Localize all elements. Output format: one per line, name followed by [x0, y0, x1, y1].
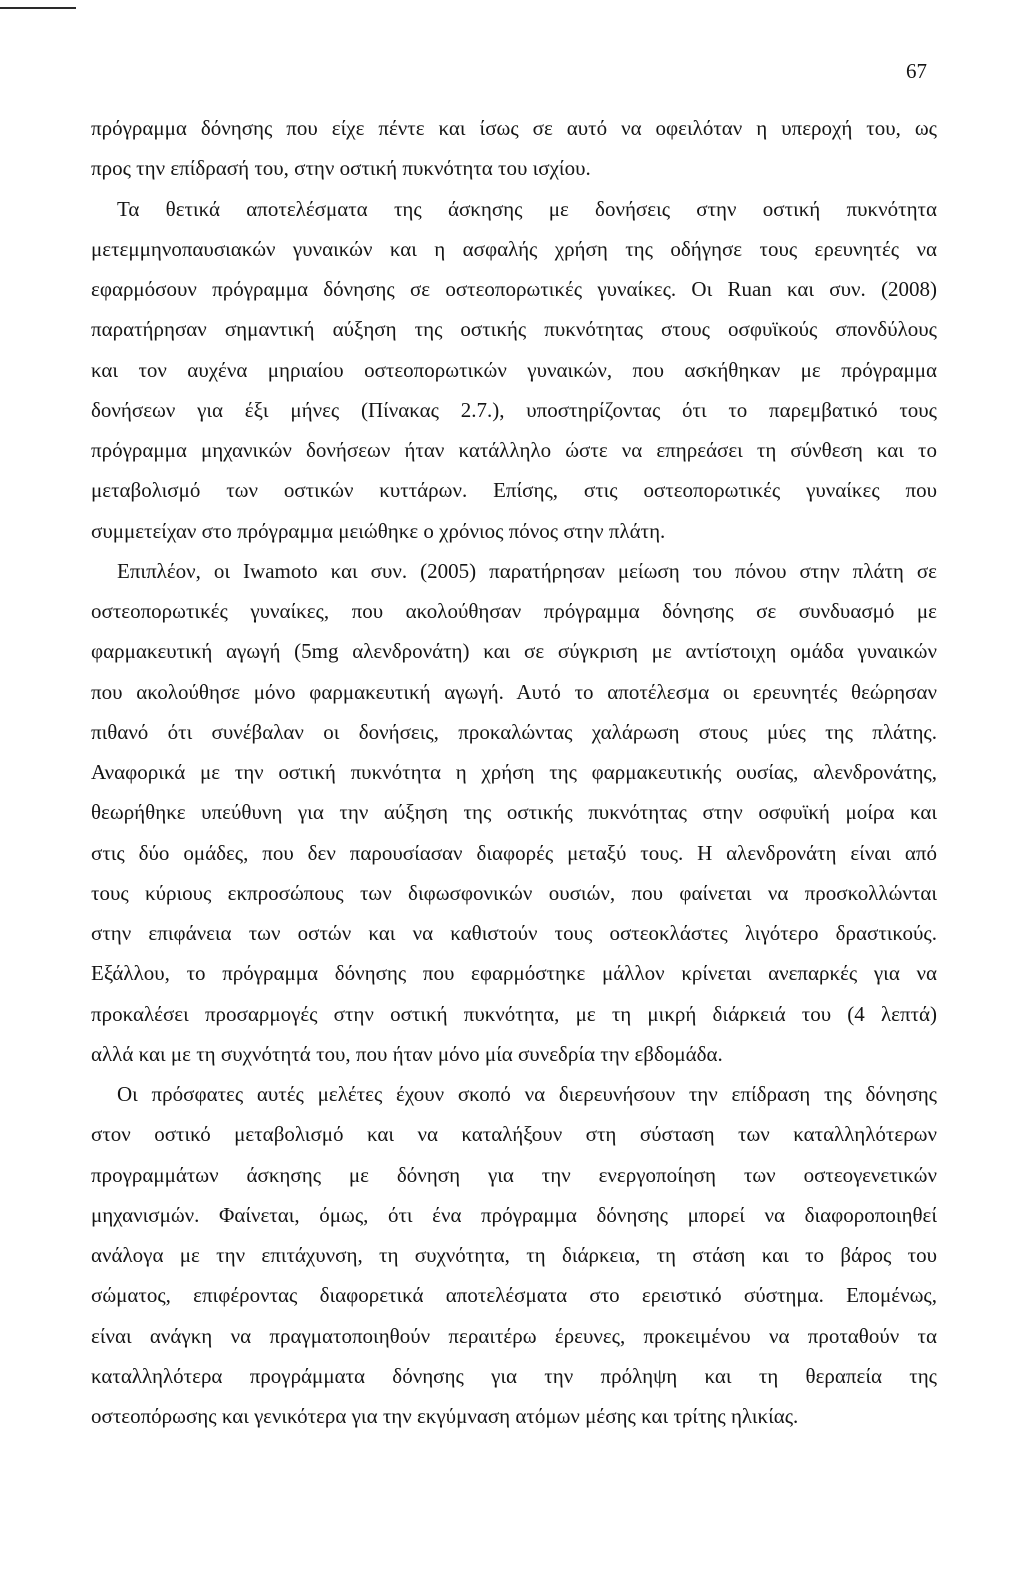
- text-line: Τα θετικά αποτελέσματα της άσκησης με δονήσεις στην οστική πυκνότητα: [117, 196, 937, 221]
- text-line: σώματος, επιφέροντας διαφορετικά αποτελέσματα στο ερειστικό σύστημα. Επομένως,: [91, 1283, 937, 1308]
- scan-edge-line: [0, 7, 76, 9]
- text-line: φαρμακευτική αγωγή (5mg αλενδρονάτη) και σε σύγκριση με αντίστοιχη ομάδα γυναικών: [91, 639, 937, 664]
- text-line: προγραμμάτων άσκησης με δόνηση για την ενεργοποίηση των οστεογενετικών: [91, 1162, 937, 1187]
- text-line: δονήσεων για έξι μήνες (Πίνακας 2.7.), υποστηρίζοντας ότι το παρεμβατικό τους: [91, 397, 937, 422]
- text-line: οστεοπόρωσης και γενικότερα για την εκγύμναση ατόμων μέσης και τρίτης ηλικίας.: [91, 1404, 799, 1428]
- paragraph-2: [91, 189, 937, 551]
- text-line: μετεμμηνοπαυσιακών γυναικών και η ασφαλής χρήση της οδήγησε τους ερευνητές να: [91, 236, 937, 261]
- text-line: παρατήρησαν σημαντική αύξηση της οστικής πυκνότητας στους οσφυϊκούς σπονδύλους: [91, 317, 937, 342]
- text-line: Εξάλλου, το πρόγραμμα δόνησης που εφαρμόστηκε μάλλον κρίνεται ανεπαρκές για να: [91, 961, 937, 986]
- text-line: πρόγραμμα μηχανικών δονήσεων ήταν κατάλληλο ώστε να επηρεάσει τη σύνθεση και το: [91, 438, 937, 462]
- text-line: πρόγραμμα δόνησης που είχε πέντε και ίσως σε αυτό να οφειλόταν η υπεροχή του, ως: [91, 116, 937, 140]
- text-line: που ακολούθησε μόνο φαρμακευτική αγωγή. Αυτό το αποτέλεσμα οι ερευνητές θεώρησαν: [91, 679, 937, 704]
- body-text: [91, 108, 937, 1436]
- text-line: ανάλογα με την επιτάχυνση, τη συχνότητα, τη διάρκεια, τη στάση και το βάρος του: [91, 1243, 937, 1267]
- paragraph-1: [91, 108, 937, 189]
- text-line: στην επιφάνεια των οστών και να καθιστούν τους οστεοκλάστες λιγότερο δραστικούς.: [91, 921, 937, 945]
- text-line: προκαλέσει προσαρμογές στην οστική πυκνότητα, με τη μικρή διάρκειά του (4 λεπτά): [91, 1001, 937, 1026]
- text-line: πιθανό ότι συνέβαλαν οι δονήσεις, προκαλώντας χαλάρωση στους μύες της πλάτης.: [91, 719, 937, 744]
- text-line: είναι ανάγκη να πραγματοποιηθούν περαιτέρω έρευνες, προκειμένου να προταθούν τα: [91, 1323, 937, 1348]
- text-line: Οι πρόσφατες αυτές μελέτες έχουν σκοπό να διερευνήσουν την επίδραση της δόνησης: [117, 1082, 937, 1106]
- text-line: Αναφορικά με την οστική πυκνότητα η χρήση της φαρμακευτικής ουσίας, αλενδρονάτης,: [91, 760, 937, 784]
- text-line: και τον αυχένα μηριαίου οστεοπορωτικών γυναικών, που ασκήθηκαν με πρόγραμμα: [91, 357, 937, 382]
- text-line: οστεοπορωτικές γυναίκες, που ακολούθησαν πρόγραμμα δόνησης σε συνδυασμό με: [91, 599, 937, 623]
- text-line: στον οστικό μεταβολισμό και να καταλήξουν στη σύσταση των καταλληλότερων: [91, 1122, 937, 1147]
- text-line: τους κύριους εκπροσώπους των διφωσφονικών ουσιών, που φαίνεται να προσκολλώνται: [91, 880, 937, 905]
- text-line: προς την επίδρασή του, στην οστική πυκνότητα του ισχίου.: [91, 156, 591, 181]
- page-number: 67: [906, 59, 927, 83]
- paragraph-3: [91, 551, 937, 1074]
- text-line: εφαρμόσουν πρόγραμμα δόνησης σε οστεοπορωτικές γυναίκες. Οι Ruan και συν. (2008): [91, 277, 937, 301]
- text-line: καταλληλότερα προγράμματα δόνησης για την πρόληψη και τη θεραπεία της: [91, 1363, 937, 1388]
- text-line: μεταβολισμό των οστικών κυττάρων. Επίσης, στις οστεοπορωτικές γυναίκες που: [91, 478, 937, 503]
- text-line: θεωρήθηκε υπεύθυνη για την αύξηση της οστικής πυκνότητας στην οσφυϊκή μοίρα και: [91, 800, 937, 825]
- text-line: στις δύο ομάδες, που δεν παρουσίασαν διαφορές μεταξύ τους. Η αλενδρονάτη είναι από: [91, 840, 937, 865]
- paragraph-4: [91, 1074, 937, 1436]
- text-line: συμμετείχαν στο πρόγραμμα μειώθηκε ο χρόνιος πόνος στην πλάτη.: [91, 518, 666, 543]
- text-line: αλλά και με τη συχνότητά του, που ήταν μόνο μία συνεδρία την εβδομάδα.: [91, 1041, 723, 1066]
- text-line: Επιπλέον, οι Iwamoto και συν. (2005) παρατήρησαν μείωση του πόνου στην πλάτη σε: [117, 558, 937, 583]
- text-line: μηχανισμών. Φαίνεται, όμως, ότι ένα πρόγραμμα δόνησης μπορεί να διαφοροποιηθεί: [91, 1202, 937, 1227]
